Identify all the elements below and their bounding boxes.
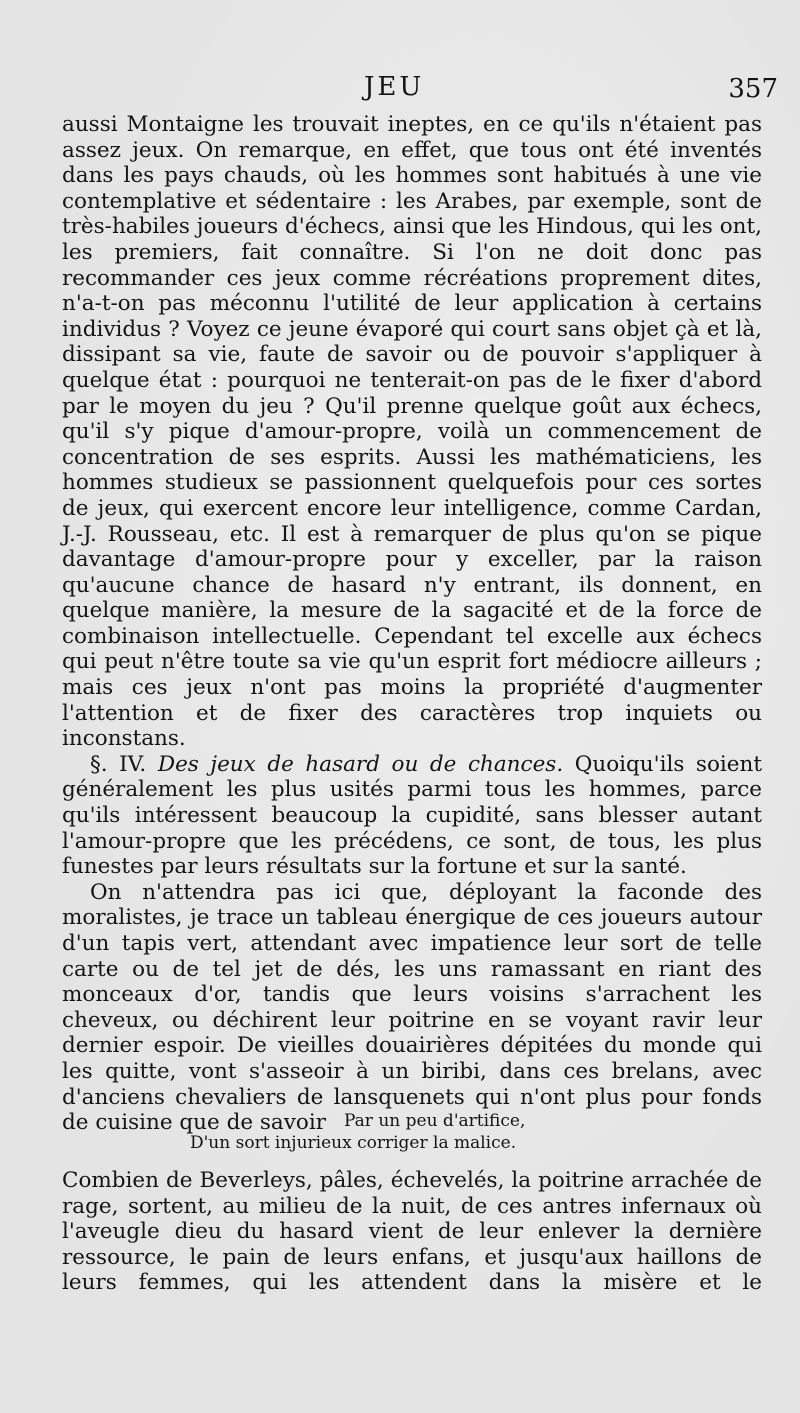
running-title: JEU — [364, 72, 425, 102]
verse-quote — [62, 1110, 762, 1154]
section-title: Des jeux de hasard ou de chances. — [157, 751, 564, 777]
paragraph-3: On n'attendra pas ici que, déployant la faconde des moralistes, je trace un tableau énergique de ces joueurs autour d'un tapis vert, attendant avec impatience leur sort de telle carte ou de tel jet de dés, les uns ramassant en riant des monceaux d'or, tandis que leurs voisins s'arrachent les cheveux, ou déchirent leur poitrine en se voyant ravir leur dernier espoir. De vieilles douairières dépitées du monde qui les quitte, vont s'asseoir à un biribi, dans ces brelans, avec d'anciens chevaliers de lansquenets qui n'ont plus pour fonds de cuisine que de savoir — [62, 879, 762, 1136]
quote-line-2: D'un sort injurieux corriger la malice. — [190, 1133, 517, 1153]
running-head — [0, 72, 800, 112]
section-number: §. IV. — [90, 751, 147, 777]
quote-line-1: Par un peu d'artifice, — [344, 1111, 526, 1131]
paragraph-2-text: Quoiqu'ils soient généralement les plus usités parmi tous les hommes, parce qu'ils intéressent beaucoup la cupidité, sans blesser autant l'amour-propre que les précédens, ce sont, de tous, les plus funestes par leurs résultats sur la fortune et sur la santé. — [62, 751, 762, 880]
paragraph-2 — [62, 752, 762, 880]
main-text — [62, 112, 762, 1136]
main-text-continued — [62, 1168, 762, 1296]
page-number: 357 — [728, 74, 778, 104]
paragraph-1: aussi Montaigne les trouvait ineptes, en ce qu'ils n'étaient pas assez jeux. On remarque, en effet, que tous ont été inventés dans les pays chauds, où les hommes sont habitués à une vie contemplative et sédentaire : les Arabes, par exemple, sont de très-habiles joueurs d'échecs, ainsi que les Hindous, qui les ont, les premiers, fait connaître. Si l'on ne doit donc pas recommander ces jeux comme récréations proprement dites, n'a-t-on pas méconnu l'utilité de leur application à certains individus ? Voyez ce jeune évaporé qui court sans objet çà et là, dissipant sa vie, faute de savoir ou de pouvoir s'appliquer à quelque état : pourquoi ne tenterait-on pas de le fixer d'abord par le moyen du jeu ? Qu'il prenne quelque goût aux échecs, qu'il s'y pique d'amour-propre, voilà un commencement de concentration de ses esprits. Aussi les mathématiciens, les hommes studieux se passionnent quelquefois pour ces sortes de jeux, qui exercent encore leur intelligence, comme Cardan, J.-J. Rousseau, etc. Il est à remarquer de plus qu'on se pique davantage d'amour-propre pour y exceller, par la raison qu'aucune chance de hasard n'y entrant, ils donnent, en quelque manière, la mesure de la sagacité et de la force de combinaison intellectuelle. Cependant tel excelle aux échecs qui peut n'être toute sa vie qu'un esprit fort médiocre ailleurs ; mais ces jeux n'ont pas moins la propriété d'augmenter l'attention et de fixer des caractères trop inquiets ou inconstans. — [62, 112, 762, 752]
paragraph-4: Combien de Beverleys, pâles, échevelés, la poitrine arrachée de rage, sortent, au milieu de la nuit, de ces antres infernaux où l'aveugle dieu du hasard vient de leur enlever la dernière ressource, le pain de leurs enfans, et jusqu'aux haillons de leurs femmes, qui les attendent dans la misère et le — [62, 1168, 762, 1296]
